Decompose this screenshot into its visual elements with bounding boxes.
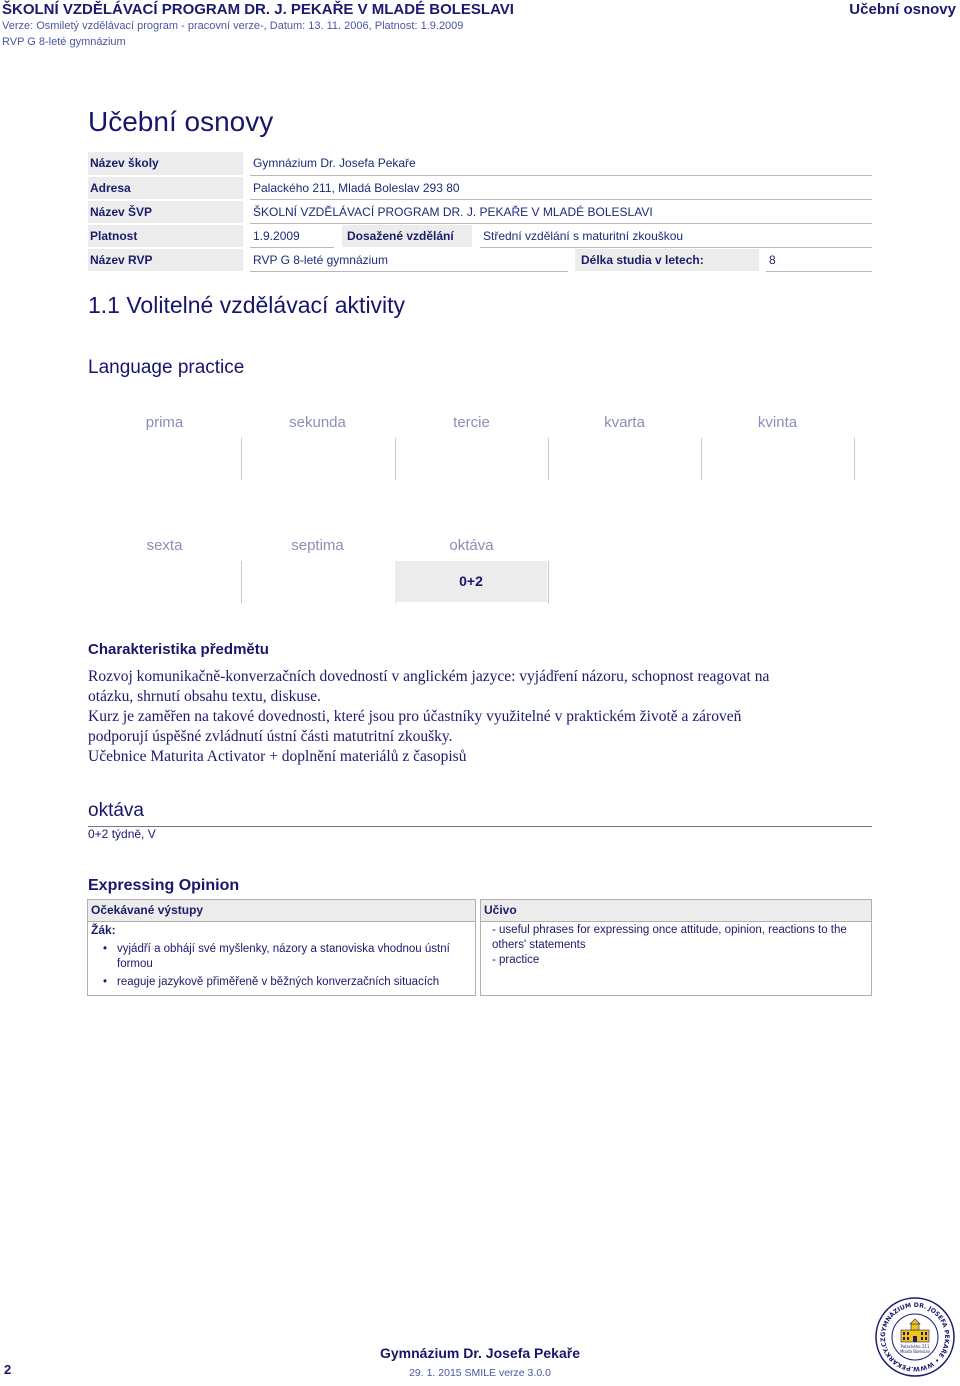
- footer-date: 29. 1. 2015 SMILE verze 3.0.0: [409, 1367, 551, 1379]
- outcomes-body: [88, 922, 475, 994]
- list-item: - useful phrases for expressing once attitude, opinion, reactions to the others' statements: [492, 924, 847, 951]
- characteristics-line: otázku, shrnutí obsahu textu, diskuse.: [88, 688, 321, 705]
- characteristics-line: Kurz je zaměřen na takové dovednosti, které jsou pro účastníky využitelné v praktickém životě a zároveň: [88, 708, 742, 725]
- address-label: Adresa: [90, 181, 131, 195]
- grade-label-kvinta: kvinta: [757, 414, 798, 431]
- education-value: Střední vzdělání s maturitní zkouškou: [483, 229, 684, 243]
- grid-line: [854, 438, 855, 480]
- divider: [88, 826, 872, 827]
- rvp-line: RVP G 8-leté gymnázium: [2, 36, 126, 48]
- outcomes-header: Očekávané výstupy: [88, 900, 475, 922]
- school-seal-icon: [874, 1296, 956, 1378]
- grade-label-sekunda: sekunda: [289, 414, 346, 431]
- grade-hours: 0+2 týdně, V: [88, 827, 156, 841]
- validity-label: Platnost: [90, 229, 138, 243]
- grade-label-prima: prima: [145, 414, 184, 431]
- grid-line: [241, 438, 242, 480]
- content-box: [480, 899, 872, 996]
- oktava-hours-cell: 0+2: [395, 561, 547, 602]
- grade-label-oktava: oktáva: [449, 537, 494, 554]
- list-item: • vyjádří a obhájí své myšlenky, názory a stanoviska vhodnou ústní formou: [117, 942, 457, 972]
- outcomes-list: [91, 942, 472, 990]
- list-item: - practice: [492, 954, 540, 966]
- grid-line: [395, 438, 396, 480]
- grade-label-kvarta: kvarta: [604, 414, 645, 431]
- characteristics-line: podporují úspěšné zvládnutí ústní části matutritní zkoušky.: [88, 728, 453, 745]
- address-value: Palackého 211, Mladá Boleslav 293 80: [253, 181, 460, 195]
- svp-label: Název ŠVP: [90, 205, 153, 219]
- grade-label-tercie: tercie: [453, 414, 490, 431]
- outcomes-box: [87, 899, 476, 996]
- document-header-title: ŠKOLNÍ VZDĚLÁVACÍ PROGRAM DR. J. PEKAŘE V MLADÉ BOLESLAVI: [2, 1, 514, 18]
- grid-line: [701, 438, 702, 480]
- footer-school: Gymnázium Dr. Josefa Pekaře: [380, 1345, 580, 1361]
- content-header: Učivo: [481, 900, 871, 922]
- grade-heading: oktáva: [88, 800, 144, 821]
- length-value: 8: [769, 253, 776, 267]
- section-heading: 1.1 Volitelné vzdělávací aktivity: [88, 292, 406, 318]
- subject-title: Language practice: [88, 357, 245, 378]
- page-title: Učební osnovy: [88, 106, 274, 137]
- rvp-label: Název RVP: [90, 253, 153, 267]
- characteristics-line: Rozvoj komunikačně-konverzačních dovedností v anglickém jazyce: vyjádření názoru, schopnost reagovat na: [88, 668, 770, 685]
- content-body: [481, 922, 863, 969]
- grid-line: [548, 561, 549, 603]
- characteristics-heading: Charakteristika předmětu: [88, 641, 269, 658]
- rvp-value: RVP G 8-leté gymnázium: [253, 253, 388, 267]
- divider: [250, 247, 334, 248]
- divider: [250, 223, 872, 224]
- divider: [250, 199, 872, 200]
- grade-label-sexta: sexta: [146, 537, 183, 554]
- characteristics-text: [88, 667, 878, 767]
- topic-title: Expressing Opinion: [88, 877, 240, 894]
- divider: [250, 271, 568, 272]
- page-number: 2: [4, 1362, 12, 1377]
- school-label: Název školy: [90, 156, 159, 170]
- divider: [766, 271, 872, 272]
- validity-value: 1.9.2009: [253, 229, 300, 243]
- grid-line: [241, 561, 242, 603]
- divider: [250, 175, 872, 176]
- svg-text:Mladá Boleslav: Mladá Boleslav: [899, 1349, 931, 1354]
- svg-text:GYMNÁZIUM DR. JOSEFA PEKAŘE •: GYMNÁZIUM DR. JOSEFA PEKAŘE • WWW.PEKARKY.CZ: [879, 1301, 951, 1373]
- school-value: Gymnázium Dr. Josefa Pekaře: [253, 156, 416, 170]
- version-line: Verze: Osmiletý vzdělávací program - pracovní verze-, Datum: 13. 11. 2006, Platnost: 1.9.2009: [2, 20, 464, 32]
- svg-text:Palackého 211: Palackého 211: [900, 1344, 930, 1349]
- grade-label-septima: septima: [291, 537, 344, 554]
- characteristics-line: Učebnice Maturita Activator + doplnění materiálů z časopisů: [88, 748, 467, 765]
- list-item: • reaguje jazykově přiměřeně v běžných konverzačních situacích: [117, 975, 472, 990]
- svp-value: ŠKOLNÍ VZDĚLÁVACÍ PROGRAM DR. J. PEKAŘE V MLADÉ BOLESLAVI: [253, 205, 653, 219]
- grid-line: [548, 438, 549, 480]
- education-label: Dosažené vzdělání: [347, 229, 454, 243]
- document-header-section: Učební osnovy: [849, 1, 956, 18]
- pupil-label: Žák:: [91, 923, 116, 937]
- length-label: Délka studia v letech:: [581, 253, 704, 267]
- divider: [480, 247, 872, 248]
